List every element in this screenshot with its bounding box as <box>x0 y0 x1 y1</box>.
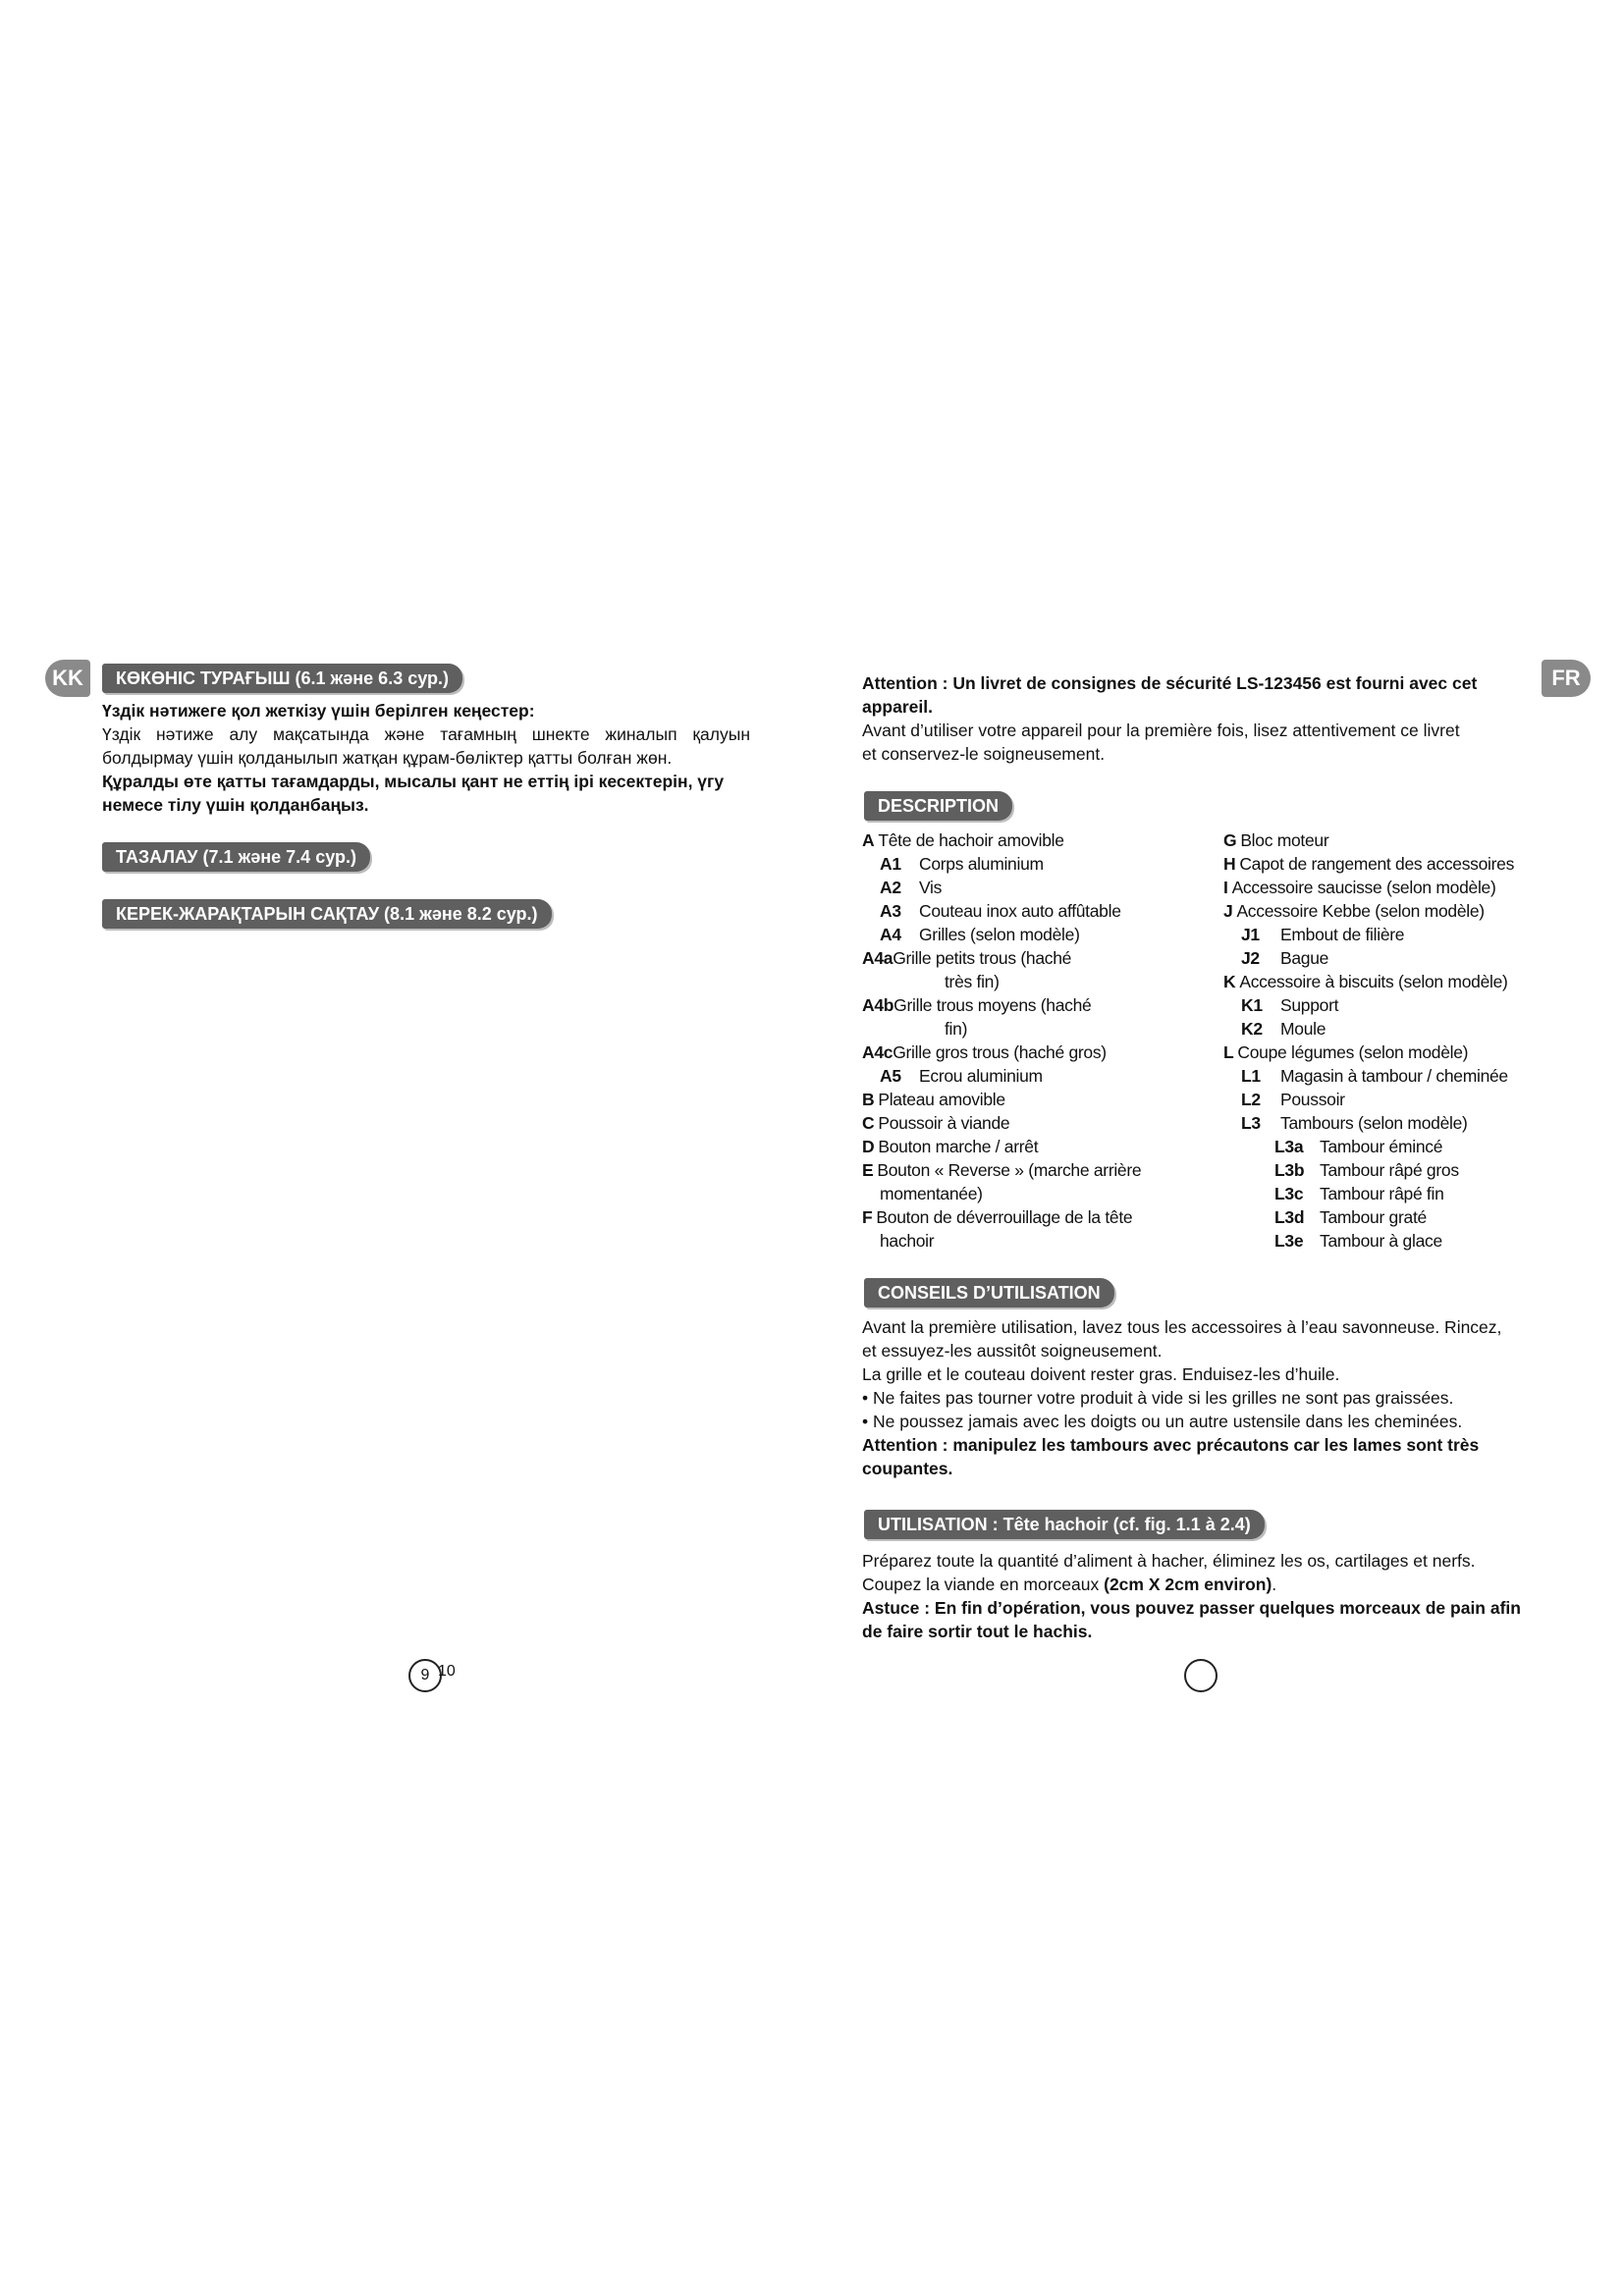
description-key: L3d <box>1274 1207 1305 1227</box>
description-key: L3 <box>1241 1113 1261 1133</box>
description-key: I <box>1223 878 1228 897</box>
description-item <box>862 1088 1005 1111</box>
safety-notice-line-1: Attention : Un livret de consignes de sécurité LS-123456 est fourni avec cet <box>862 673 1478 693</box>
description-item <box>1241 946 1328 970</box>
tips-body-line-1: Үздік нәтиже алу мақсатында және тағамның шнекте жиналып қалуын <box>102 724 750 744</box>
tips-block <box>102 699 750 817</box>
conseils-line-1: Avant la première utilisation, lavez tous les accessoires à l’eau savonneuse. Rincez, <box>862 1317 1502 1337</box>
description-key: H <box>1223 854 1236 874</box>
description-key: L1 <box>1241 1066 1261 1086</box>
description-text: Embout de filière <box>1280 925 1405 944</box>
description-text: Grille gros trous (haché gros) <box>893 1042 1107 1062</box>
page-number-left: 9 <box>408 1659 442 1692</box>
description-key: J <box>1223 901 1233 921</box>
description-item <box>862 946 1071 970</box>
description-item <box>880 923 1080 946</box>
description-item <box>880 1229 934 1253</box>
description-item <box>862 1041 1107 1064</box>
tips-warning-line-1: Құралды өте қатты тағамдарды, мысалы қант не еттің ірі кесектерін, үгу <box>102 772 725 791</box>
description-key: L3b <box>1274 1160 1305 1180</box>
conseils-line-2: et essuyez-les aussitôt soigneusement. <box>862 1341 1163 1361</box>
description-text: Tambour à glace <box>1320 1231 1442 1251</box>
conseils-warning-line-1: Attention : manipulez les tambours avec précautons car les lames sont très <box>862 1435 1480 1455</box>
description-text: Corps aluminium <box>919 854 1044 874</box>
intro-line-2: et conservez-le soigneusement. <box>862 744 1106 764</box>
description-item <box>1241 923 1404 946</box>
description-text: Accessoire saucisse (selon modèle) <box>1231 878 1496 897</box>
description-item <box>862 828 1064 852</box>
description-item <box>1274 1205 1427 1229</box>
description-item <box>1241 993 1338 1017</box>
description-item <box>862 1111 1009 1135</box>
description-item <box>1274 1135 1442 1158</box>
utilisation-line-1: Préparez toute la quantité d’aliment à hacher, éliminez les os, cartilages et nerfs. <box>862 1551 1476 1571</box>
section-header-cleaning: ТАЗАЛАУ (7.1 және 7.4 сур.) <box>102 842 370 872</box>
description-key: L3c <box>1274 1184 1304 1203</box>
description-key: A3 <box>880 901 901 921</box>
section-header-storage: КЕРЕК-ЖАРАҚТАРЫН САҚТАУ (8.1 және 8.2 сур.) <box>102 899 552 929</box>
description-text: Moule <box>1280 1019 1326 1039</box>
conseils-block <box>862 1315 1530 1480</box>
language-tab-kk: KK <box>45 660 90 697</box>
description-text: Tambour râpé fin <box>1320 1184 1444 1203</box>
safety-notice-line-2: appareil. <box>862 697 933 717</box>
description-key: A1 <box>880 854 901 874</box>
description-key: A4b <box>862 995 894 1015</box>
description-text: Plateau amovible <box>878 1090 1005 1109</box>
description-item <box>1241 1111 1468 1135</box>
description-item <box>1241 1017 1326 1041</box>
description-key: C <box>862 1113 875 1133</box>
description-text: Ecrou aluminium <box>919 1066 1043 1086</box>
description-text: Bloc moteur <box>1240 830 1329 850</box>
description-text: Bouton marche / arrêt <box>878 1137 1039 1156</box>
description-text: Tambour émincé <box>1320 1137 1443 1156</box>
section-header-utilisation: UTILISATION : Tête hachoir (cf. fig. 1.1 à 2.4) <box>864 1510 1265 1539</box>
description-key: A4a <box>862 948 893 968</box>
description-key: E <box>862 1160 874 1180</box>
tips-warning-line-2: немесе тілу үшін қолданбаңыз. <box>102 795 369 815</box>
description-text: Poussoir à viande <box>878 1113 1010 1133</box>
description-key: A5 <box>880 1066 901 1086</box>
description-key: L3a <box>1274 1137 1304 1156</box>
description-text: Grille petits trous (haché <box>893 948 1072 968</box>
tips-body-line-2: болдырмау үшін қолданылып жатқан құрам-бөліктер қатты болған жөн. <box>102 748 673 768</box>
description-item <box>1241 1064 1508 1088</box>
description-key: G <box>1223 830 1237 850</box>
description-item <box>945 970 1000 993</box>
section-header-description: DESCRIPTION <box>864 791 1012 821</box>
description-item <box>880 876 942 899</box>
description-key: B <box>862 1090 875 1109</box>
page-number-overlap: 10 <box>438 1663 456 1680</box>
description-key: A2 <box>880 878 901 897</box>
description-item <box>1223 852 1514 876</box>
description-text: Tambour râpé gros <box>1320 1160 1459 1180</box>
page-number-right <box>1184 1659 1218 1692</box>
description-text: Tambour graté <box>1320 1207 1427 1227</box>
description-item <box>880 852 1044 876</box>
language-tab-fr: FR <box>1542 660 1591 697</box>
description-item <box>862 1158 1141 1182</box>
utilisation-tip-line-1: Astuce : En fin d’opération, vous pouvez passer quelques morceaux de pain afin <box>862 1598 1521 1618</box>
description-text: Grilles (selon modèle) <box>919 925 1080 944</box>
conseils-line-3: La grille et le couteau doivent rester gras. Enduisez-les d’huile. <box>862 1364 1340 1384</box>
description-text: Grille trous moyens (haché <box>893 995 1092 1015</box>
description-text: momentanée) <box>880 1184 983 1203</box>
description-text: Bouton « Reverse » (marche arrière <box>877 1160 1142 1180</box>
description-text: Capot de rangement des accessoires <box>1239 854 1515 874</box>
description-text: Poussoir <box>1280 1090 1345 1109</box>
description-text: hachoir <box>880 1231 935 1251</box>
description-key: K <box>1223 972 1236 991</box>
description-item <box>1223 970 1508 993</box>
utilisation-block <box>862 1549 1530 1643</box>
description-item <box>1223 876 1496 899</box>
conseils-warning-line-2: coupantes. <box>862 1459 953 1478</box>
conseils-line-5: • Ne poussez jamais avec les doigts ou un autre ustensile dans les cheminées. <box>862 1412 1463 1431</box>
description-text: Coupe légumes (selon modèle) <box>1237 1042 1469 1062</box>
description-item <box>1274 1158 1459 1182</box>
description-text: Vis <box>919 878 943 897</box>
description-text: Accessoire Kebbe (selon modèle) <box>1236 901 1485 921</box>
description-item <box>1274 1229 1442 1253</box>
description-item <box>880 899 1121 923</box>
description-text: Support <box>1280 995 1339 1015</box>
conseils-line-4: • Ne faites pas tourner votre produit à vide si les grilles ne sont pas graissées. <box>862 1388 1454 1408</box>
description-text: fin) <box>945 1019 968 1039</box>
section-header-conseils: CONSEILS D’UTILISATION <box>864 1278 1114 1308</box>
description-key: L2 <box>1241 1090 1261 1109</box>
utilisation-line-2: Coupez la viande en morceaux (2cm X 2cm environ). <box>862 1575 1277 1594</box>
utilisation-tip-line-2: de faire sortir tout le hachis. <box>862 1622 1093 1641</box>
description-item <box>1223 1041 1468 1064</box>
description-item <box>1223 828 1328 852</box>
description-key: F <box>862 1207 873 1227</box>
description-item <box>862 1135 1038 1158</box>
description-key: D <box>862 1137 875 1156</box>
description-text: Tête de hachoir amovible <box>878 830 1064 850</box>
description-text: Bouton de déverrouillage de la tête <box>876 1207 1133 1227</box>
description-item <box>880 1064 1043 1088</box>
description-text: Magasin à tambour / cheminée <box>1280 1066 1508 1086</box>
description-text: Tambours (selon modèle) <box>1280 1113 1468 1133</box>
description-key: J2 <box>1241 948 1260 968</box>
description-key: A <box>862 830 875 850</box>
tips-title: Үздік нәтижеге қол жеткізу үшін берілген кеңестер: <box>102 701 535 721</box>
description-item <box>1223 899 1485 923</box>
description-text: très fin) <box>945 972 1000 991</box>
description-item <box>1241 1088 1345 1111</box>
description-key: K2 <box>1241 1019 1263 1039</box>
description-key: J1 <box>1241 925 1260 944</box>
description-text: Couteau inox auto affûtable <box>919 901 1121 921</box>
intro-line-1: Avant d’utiliser votre appareil pour la première fois, lisez attentivement ce livret <box>862 721 1460 740</box>
description-text: Bague <box>1280 948 1329 968</box>
description-item <box>862 993 1091 1017</box>
description-key: K1 <box>1241 995 1263 1015</box>
description-item <box>880 1182 983 1205</box>
description-text: Accessoire à biscuits (selon modèle) <box>1239 972 1508 991</box>
description-item <box>1274 1182 1444 1205</box>
description-key: L <box>1223 1042 1234 1062</box>
description-item <box>862 1205 1132 1229</box>
description-key: A4 <box>880 925 901 944</box>
description-item <box>945 1017 967 1041</box>
description-key: A4c <box>862 1042 893 1062</box>
safety-notice <box>862 671 1530 766</box>
description-key: L3e <box>1274 1231 1304 1251</box>
section-header-vegetable-cutter: КӨКӨНІС ТУРАҒЫШ (6.1 және 6.3 сур.) <box>102 664 462 693</box>
